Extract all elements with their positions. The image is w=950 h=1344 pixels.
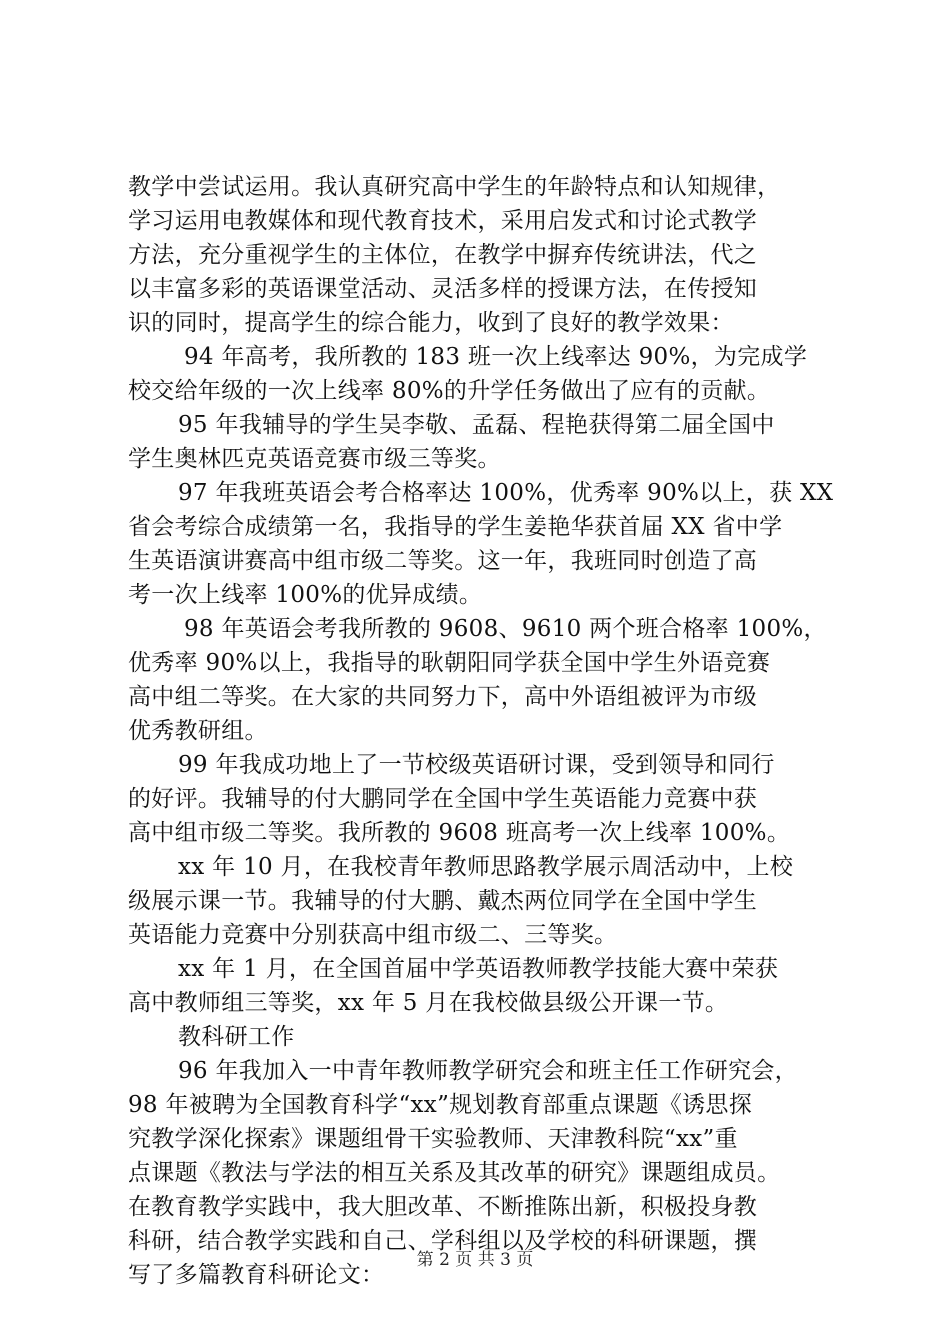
text-line: 以丰富多彩的英语课堂活动、灵活多样的授课方法，在传授知	[128, 276, 758, 302]
section-heading: 教科研工作	[178, 1024, 295, 1050]
text-line: 在教育教学实践中，我大胆改革、不断推陈出新，积极投身教	[128, 1194, 758, 1220]
paragraph-start-line: xx 年 1 月，在全国首届中学英语教师教学技能大赛中荣获	[178, 956, 779, 982]
text-line: 学习运用电教媒体和现代教育技术，采用启发式和讨论式教学	[128, 208, 758, 234]
text-line: 学生奥林匹克英语竞赛市级三等奖。	[128, 446, 501, 472]
text-line: 优秀率 90%以上，我指导的耿朝阳同学获全国中学生外语竞赛	[128, 650, 771, 676]
paragraph-start-line: 94 年高考，我所教的 183 班一次上线率达 90%，为完成学	[184, 344, 808, 370]
text-line: 优秀教研组。	[128, 718, 268, 744]
paragraph-start-line: 97 年我班英语会考合格率达 100%，优秀率 90%以上，获 XX	[178, 480, 834, 506]
paragraph-start-line: 96 年我加入一中青年教师教学研究会和班主任工作研究会，	[178, 1058, 798, 1084]
text-line: 级展示课一节。我辅导的付大鹏、戴杰两位同学在全国中学生	[128, 888, 758, 914]
text-line: 方法，充分重视学生的主体位，在教学中摒弃传统讲法，代之	[128, 242, 758, 268]
text-line: 98 年被聘为全国教育科学“xx”规划教育部重点课题《诱思探	[128, 1092, 753, 1118]
text-line: 英语能力竞赛中分别获高中组市级二、三等奖。	[128, 922, 618, 948]
text-line: 校交给年级的一次上线率 80%的升学任务做出了应有的贡献。	[128, 378, 771, 404]
text-line: 高中组二等奖。在大家的共同努力下，高中外语组被评为市级	[128, 684, 758, 710]
page-footer	[0, 1248, 950, 1272]
page-number-label: 第 2 页 共 3 页	[416, 1250, 534, 1270]
paragraph-start-line: 98 年英语会考我所教的 9608、9610 两个班合格率 100%，	[184, 616, 827, 642]
text-line: 识的同时，提高学生的综合能力，收到了良好的教学效果：	[128, 310, 734, 336]
text-line: 点课题《教法与学法的相互关系及其改革的研究》课题组成员。	[128, 1160, 781, 1186]
text-line: 高中组市级二等奖。我所教的 9608 班高考一次上线率 100%。	[128, 820, 791, 846]
text-line: 高中教师组三等奖，xx 年 5 月在我校做县级公开课一节。	[128, 990, 729, 1016]
text-line: 教学中尝试运用。我认真研究高中学生的年龄特点和认知规律，	[128, 174, 781, 200]
paragraph-start-line: 95 年我辅导的学生吴李敬、孟磊、程艳获得第二届全国中	[178, 412, 775, 438]
paragraph-start-line: xx 年 10 月，在我校青年教师思路教学展示周活动中，上校	[178, 854, 794, 880]
text-line: 的好评。我辅导的付大鹏同学在全国中学生英语能力竞赛中获	[128, 786, 758, 812]
text-line: 生英语演讲赛高中组市级二等奖。这一年，我班同时创造了高	[128, 548, 758, 574]
text-line: 考一次上线率 100%的优异成绩。	[128, 582, 483, 608]
text-line: 写了多篇教育科研论文：	[128, 1262, 385, 1288]
text-line: 究教学深化探索》课题组骨干实验教师、天津教科院“xx”重	[128, 1126, 738, 1152]
text-line: 科研，结合教学实践和自己、学科组以及学校的科研课题，撰	[128, 1228, 758, 1254]
body-text	[128, 170, 834, 1292]
text-line: 省会考综合成绩第一名，我指导的学生姜艳华获首届 XX 省中学	[128, 514, 783, 540]
paragraph-start-line: 99 年我成功地上了一节校级英语研讨课，受到领导和同行	[178, 752, 775, 778]
